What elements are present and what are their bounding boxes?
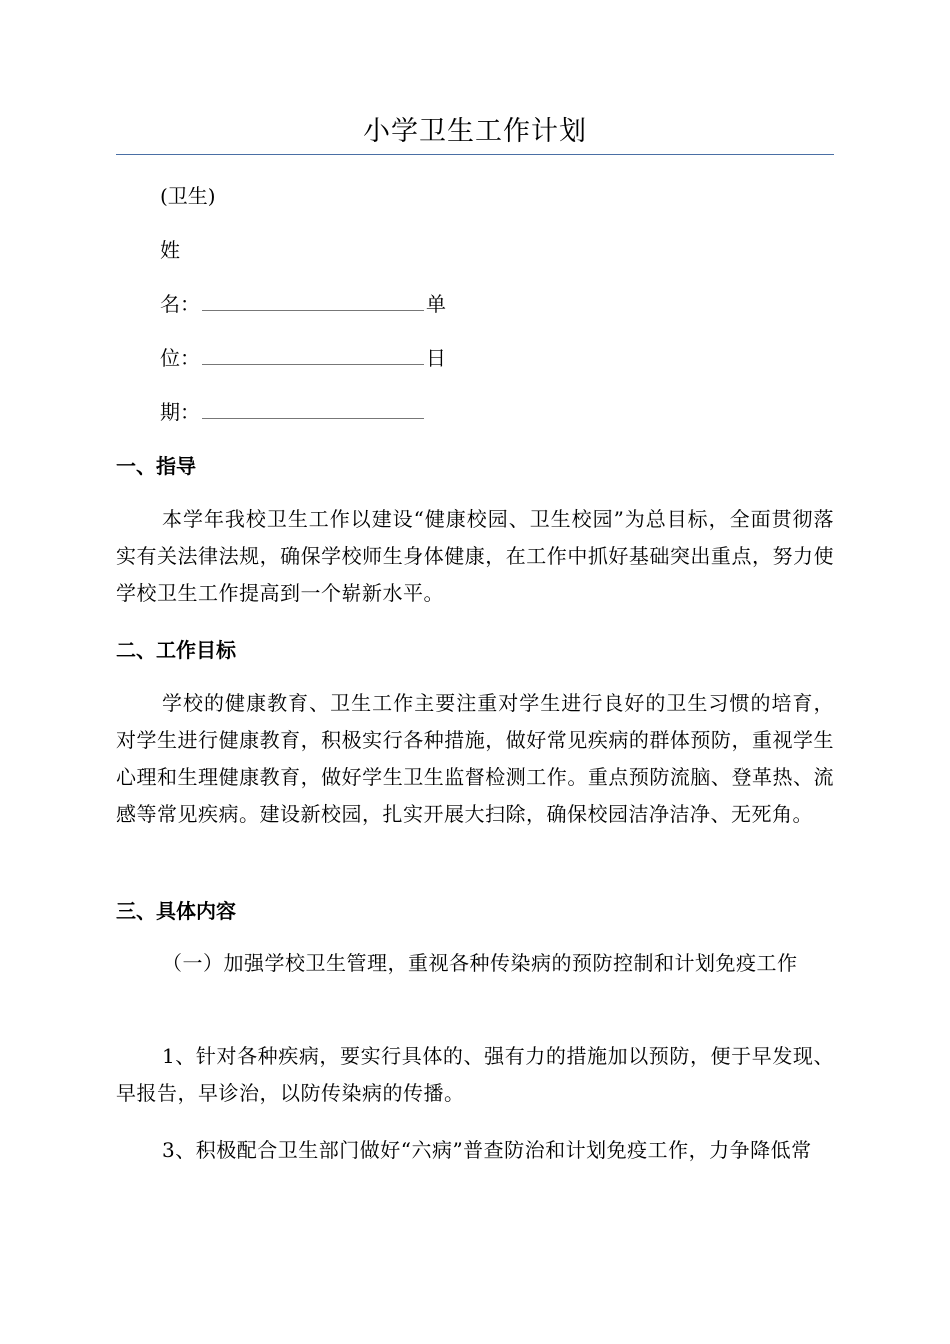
- title-underline: [116, 154, 834, 155]
- name-field-blank: [202, 294, 424, 311]
- date-field-label: 期：: [160, 400, 200, 424]
- unit-label-first-char: 单: [426, 292, 446, 316]
- section-paragraph-goals: 学校的健康教育、卫生工作主要注重对学生进行良好的卫生习惯的培育，对学生进行健康教育，积极实行各种措施，做好常见疾病的群体预防，重视学生心理和生理健康教育，做好学生卫生监督检测工作。重点预防流脑、登革热、流感等常见疾病。建设新校园，扎实开展大扫除，确保校园洁净洁净、无死角。: [116, 691, 834, 826]
- category-label: (卫生): [160, 184, 216, 208]
- section-heading-guidance: 一、指导: [116, 454, 196, 478]
- date-field-row: [160, 399, 426, 425]
- date-label-first-char: 日: [426, 346, 446, 370]
- section-heading-content: 三、具体内容: [116, 899, 236, 923]
- page-title: 小学卫生工作计划: [363, 116, 587, 147]
- section-paragraph-guidance: 本学年我校卫生工作以建设“健康校园、卫生校园”为总目标，全面贯彻落实有关法律法规，确保学校师生身体健康，在工作中抓好基础突出重点，努力使学校卫生工作提高到一个崭新水平。: [116, 507, 834, 605]
- unit-field-blank: [202, 348, 424, 365]
- unit-field-row: [160, 345, 446, 371]
- date-field-blank: [202, 402, 424, 419]
- unit-field-label: 位：: [160, 346, 200, 370]
- name-field-label: 名：: [160, 292, 200, 316]
- section-heading-goals: 二、工作目标: [116, 638, 236, 662]
- list-item-3: 3、积极配合卫生部门做好“六病”普查防治和计划免疫工作，力争降低常: [162, 1138, 812, 1162]
- name-field-row: [160, 291, 446, 317]
- list-item-1: 1、针对各种疾病，要实行具体的、强有力的措施加以预防，便于早发现、早报告，早诊治，以防传染病的传播。: [116, 1044, 834, 1105]
- subsection-heading-management: （一）加强学校卫生管理，重视各种传染病的预防控制和计划免疫工作: [162, 951, 798, 975]
- name-label-first-char: 姓: [160, 238, 180, 262]
